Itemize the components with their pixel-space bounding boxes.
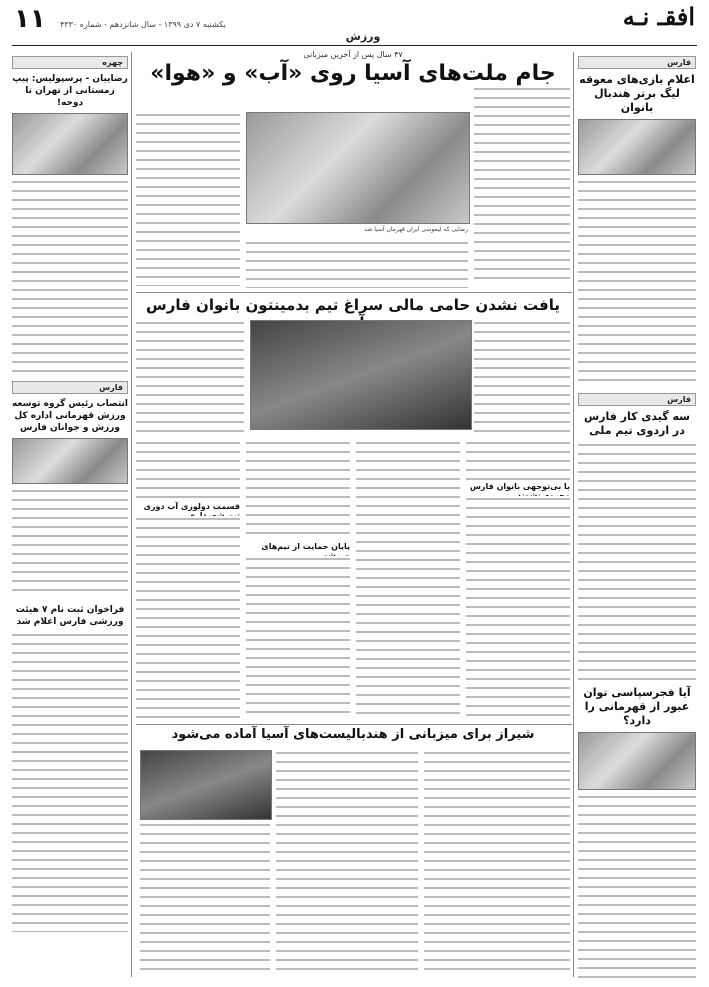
- middle-story-columns: [136, 440, 570, 720]
- bottom-story-body-2: [276, 750, 418, 972]
- bottom-story-body-1: [140, 822, 270, 972]
- main-story-body-1: [474, 86, 570, 286]
- handball-photo: [578, 119, 696, 175]
- right-column-tag: فارس: [578, 56, 696, 69]
- middle-story-subhead-2: پایان حمایت از تیم‌های: [261, 542, 350, 551]
- right-column-sub-headline: سه گیدی کار فارس در اردوی تیم ملی: [583, 410, 690, 437]
- player-photo: [12, 113, 128, 175]
- middle-story-head: [136, 296, 570, 316]
- official-photo: [12, 438, 128, 484]
- main-story-body-2: [136, 112, 240, 286]
- left-column-announce-headline: فراخوان ثبت نام ۷ هیئت ورزشی فارس اعلام شد: [15, 605, 125, 627]
- middle-story-col-4b: [136, 516, 240, 720]
- left-column-announce-body: [12, 632, 128, 932]
- main-story-body-3: [246, 240, 468, 288]
- main-story-caption-wrap: [246, 226, 468, 236]
- middle-story-col-1b: [466, 496, 570, 720]
- page-number: ۱۱: [14, 4, 46, 34]
- left-column-mid-body: [12, 488, 128, 598]
- middle-story-col-4a: [136, 440, 240, 500]
- left-column-tag: چهره: [12, 56, 128, 69]
- left-column-top-body: [12, 179, 128, 375]
- middle-story-headline: یافت نشدن حامی مالی سراغ تیم بدمینتون بانوان فارس: [146, 296, 560, 314]
- right-column-body: [578, 179, 696, 387]
- middle-story-body-2: [136, 320, 244, 438]
- right-column: [578, 56, 696, 976]
- main-story-kicker: ۴۷ سال پس از آخرین میزبانی: [303, 50, 403, 59]
- badminton-photo: [250, 320, 472, 430]
- bottom-story-photo: [140, 750, 272, 820]
- main-story-caption: رضایی که لیموسی ایران قهرمان آسیا شد: [364, 226, 468, 233]
- dateline: یکشنبه ۷ دی ۱۳۹۹ - سال شانزدهم - شماره ۴۳۳۰: [60, 20, 226, 29]
- middle-story-col-3b: [246, 556, 350, 720]
- newspaper-logo: افقـ نـه: [622, 2, 695, 31]
- section-title: ورزش: [345, 30, 381, 43]
- right-column-sub-body: [578, 442, 696, 680]
- masthead: [0, 0, 709, 46]
- divider-main: [136, 292, 572, 293]
- left-column-tag2: فارس: [12, 381, 128, 394]
- main-story-photo: [246, 112, 470, 224]
- middle-story-col-2: [356, 440, 460, 720]
- middle-story-col-1a: [466, 440, 570, 480]
- bottom-story-headline: شیراز برای میزبانی از هندبالیست‌های آسیا آماده می‌شود: [171, 727, 535, 742]
- masthead-rule: [12, 45, 697, 46]
- main-story-headline: جام ملت‌های آسیا روی «آب» و «هوا»: [150, 61, 556, 86]
- middle-story-col-3a: [246, 440, 350, 540]
- middle-story-subhead-1: با بی‌توجهی بانوان فارس: [469, 482, 570, 491]
- match-photo: [578, 732, 696, 790]
- column-divider-right: [573, 52, 574, 977]
- right-column-headline: اعلام بازی‌های معوقه لیگ برتر هندبال بانوان: [579, 73, 695, 114]
- right-column-bottom-headline: آیا فجرسپاسی توان عبور از قهرمانی را دارد؟: [583, 686, 691, 727]
- divider-middle: [136, 724, 572, 725]
- left-column-mid-headline: انتصاب رئیس گروه توسعه ورزش قهرمانی اداره کل ورزش و جوانان فارس: [12, 399, 128, 433]
- right-column-sub-tag: فارس: [578, 393, 696, 406]
- middle-story-body-1: [474, 320, 570, 438]
- middle-story-subhead-3: قسمت دولوزی آب دوری: [143, 502, 240, 511]
- left-column-top-headline: رضاییان - پرسپولیس: پیپ زمستانی از تهران تا دوحه!: [12, 74, 128, 108]
- bottom-story-head: [136, 728, 570, 748]
- bottom-story-body-3: [424, 750, 570, 972]
- right-column-bottom-body: [578, 794, 696, 982]
- left-column: [12, 56, 128, 976]
- column-divider-left: [131, 52, 132, 977]
